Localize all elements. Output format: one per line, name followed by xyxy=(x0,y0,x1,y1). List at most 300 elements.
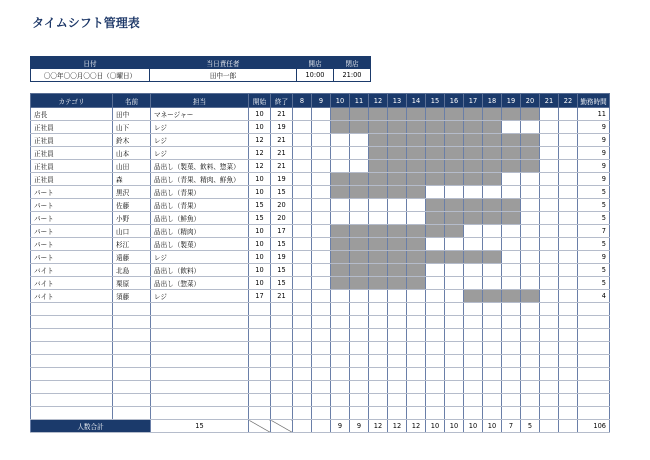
end-cell[interactable]: 21 xyxy=(271,290,293,303)
empty-cell[interactable] xyxy=(331,303,350,316)
hour-cell[interactable] xyxy=(559,186,578,199)
empty-cell[interactable] xyxy=(407,316,426,329)
start-cell[interactable]: 17 xyxy=(249,290,271,303)
hour-cell[interactable] xyxy=(369,173,388,186)
hour-cell[interactable] xyxy=(350,186,369,199)
hour-cell[interactable] xyxy=(331,251,350,264)
empty-cell[interactable] xyxy=(521,407,540,420)
empty-cell[interactable] xyxy=(559,303,578,316)
hour-cell[interactable] xyxy=(426,186,445,199)
hour-cell[interactable] xyxy=(521,121,540,134)
hour-cell[interactable] xyxy=(445,108,464,121)
hour-cell[interactable] xyxy=(483,264,502,277)
hour-cell[interactable] xyxy=(426,290,445,303)
hour-cell[interactable] xyxy=(426,251,445,264)
hour-cell[interactable] xyxy=(369,225,388,238)
role-cell[interactable]: 品出し（製菓） xyxy=(151,238,249,251)
hour-cell[interactable] xyxy=(369,134,388,147)
hour-cell[interactable] xyxy=(559,134,578,147)
hour-cell[interactable] xyxy=(540,264,559,277)
role-cell[interactable]: 品出し（精肉） xyxy=(151,225,249,238)
empty-cell[interactable] xyxy=(271,355,293,368)
empty-cell[interactable] xyxy=(249,316,271,329)
empty-cell[interactable] xyxy=(151,407,249,420)
hour-cell[interactable] xyxy=(521,186,540,199)
hour-cell[interactable] xyxy=(426,225,445,238)
empty-cell[interactable] xyxy=(312,381,331,394)
empty-cell[interactable] xyxy=(31,368,113,381)
hour-cell[interactable] xyxy=(559,147,578,160)
hour-cell[interactable] xyxy=(464,225,483,238)
empty-cell[interactable] xyxy=(464,368,483,381)
hour-cell[interactable] xyxy=(312,212,331,225)
hour-cell[interactable] xyxy=(312,225,331,238)
hour-cell[interactable] xyxy=(445,134,464,147)
hour-cell[interactable] xyxy=(407,173,426,186)
role-cell[interactable]: レジ xyxy=(151,251,249,264)
hour-cell[interactable] xyxy=(540,160,559,173)
role-cell[interactable]: 品出し（惣菜） xyxy=(151,277,249,290)
hour-cell[interactable] xyxy=(312,186,331,199)
empty-cell[interactable] xyxy=(350,316,369,329)
manager-value[interactable]: 田中一郎 xyxy=(150,69,297,82)
hour-cell[interactable] xyxy=(350,199,369,212)
hour-cell[interactable] xyxy=(312,108,331,121)
hour-cell[interactable] xyxy=(331,134,350,147)
empty-cell[interactable] xyxy=(293,329,312,342)
hour-cell[interactable] xyxy=(464,160,483,173)
empty-cell[interactable] xyxy=(521,381,540,394)
empty-cell[interactable] xyxy=(113,342,151,355)
hour-cell[interactable] xyxy=(502,212,521,225)
empty-cell[interactable] xyxy=(293,303,312,316)
empty-cell[interactable] xyxy=(350,303,369,316)
hour-cell[interactable] xyxy=(388,186,407,199)
end-cell[interactable]: 19 xyxy=(271,173,293,186)
hour-cell[interactable] xyxy=(331,160,350,173)
hour-cell[interactable] xyxy=(502,160,521,173)
name-cell[interactable]: 田中 xyxy=(113,108,151,121)
empty-cell[interactable] xyxy=(502,368,521,381)
empty-cell[interactable] xyxy=(426,303,445,316)
empty-cell[interactable] xyxy=(426,316,445,329)
empty-cell[interactable] xyxy=(445,355,464,368)
empty-cell[interactable] xyxy=(578,394,610,407)
empty-cell[interactable] xyxy=(113,394,151,407)
hour-cell[interactable] xyxy=(388,121,407,134)
name-cell[interactable]: 山下 xyxy=(113,121,151,134)
hour-cell[interactable] xyxy=(350,147,369,160)
name-cell[interactable]: 山口 xyxy=(113,225,151,238)
empty-cell[interactable] xyxy=(521,394,540,407)
hour-cell[interactable] xyxy=(483,225,502,238)
hour-cell[interactable] xyxy=(293,225,312,238)
hour-cell[interactable] xyxy=(445,264,464,277)
hour-cell[interactable] xyxy=(369,121,388,134)
empty-cell[interactable] xyxy=(445,303,464,316)
empty-cell[interactable] xyxy=(113,368,151,381)
empty-cell[interactable] xyxy=(249,303,271,316)
hour-cell[interactable] xyxy=(293,264,312,277)
category-cell[interactable]: パート xyxy=(31,199,113,212)
name-cell[interactable]: 佐藤 xyxy=(113,199,151,212)
hour-cell[interactable] xyxy=(521,264,540,277)
empty-cell[interactable] xyxy=(388,303,407,316)
hour-cell[interactable] xyxy=(331,199,350,212)
empty-cell[interactable] xyxy=(521,316,540,329)
end-cell[interactable]: 21 xyxy=(271,108,293,121)
hour-cell[interactable] xyxy=(540,277,559,290)
hour-cell[interactable] xyxy=(540,134,559,147)
role-cell[interactable]: 品出し（飲料） xyxy=(151,264,249,277)
hour-cell[interactable] xyxy=(293,108,312,121)
hour-cell[interactable] xyxy=(331,212,350,225)
hour-cell[interactable] xyxy=(293,212,312,225)
empty-cell[interactable] xyxy=(540,316,559,329)
empty-cell[interactable] xyxy=(369,303,388,316)
hour-cell[interactable] xyxy=(426,160,445,173)
empty-cell[interactable] xyxy=(312,355,331,368)
empty-cell[interactable] xyxy=(369,329,388,342)
empty-cell[interactable] xyxy=(388,329,407,342)
hour-cell[interactable] xyxy=(369,160,388,173)
hour-cell[interactable] xyxy=(312,238,331,251)
empty-cell[interactable] xyxy=(578,355,610,368)
empty-cell[interactable] xyxy=(312,329,331,342)
empty-cell[interactable] xyxy=(312,316,331,329)
empty-cell[interactable] xyxy=(388,407,407,420)
empty-cell[interactable] xyxy=(271,316,293,329)
hour-cell[interactable] xyxy=(407,225,426,238)
empty-cell[interactable] xyxy=(249,381,271,394)
category-cell[interactable]: 正社員 xyxy=(31,121,113,134)
empty-cell[interactable] xyxy=(426,394,445,407)
hour-cell[interactable] xyxy=(350,134,369,147)
empty-cell[interactable] xyxy=(407,368,426,381)
empty-cell[interactable] xyxy=(483,316,502,329)
empty-cell[interactable] xyxy=(502,394,521,407)
empty-cell[interactable] xyxy=(31,394,113,407)
hour-cell[interactable] xyxy=(350,212,369,225)
empty-cell[interactable] xyxy=(151,381,249,394)
role-cell[interactable]: レジ xyxy=(151,134,249,147)
empty-cell[interactable] xyxy=(350,407,369,420)
end-cell[interactable]: 20 xyxy=(271,212,293,225)
empty-cell[interactable] xyxy=(113,381,151,394)
empty-cell[interactable] xyxy=(578,303,610,316)
empty-cell[interactable] xyxy=(445,394,464,407)
hour-cell[interactable] xyxy=(350,173,369,186)
hour-cell[interactable] xyxy=(559,238,578,251)
empty-cell[interactable] xyxy=(249,407,271,420)
hour-cell[interactable] xyxy=(388,290,407,303)
end-cell[interactable]: 21 xyxy=(271,147,293,160)
hour-cell[interactable] xyxy=(502,108,521,121)
hour-cell[interactable] xyxy=(521,277,540,290)
empty-cell[interactable] xyxy=(331,329,350,342)
hour-cell[interactable] xyxy=(426,238,445,251)
hour-cell[interactable] xyxy=(426,108,445,121)
empty-cell[interactable] xyxy=(331,381,350,394)
hour-cell[interactable] xyxy=(445,173,464,186)
name-cell[interactable]: 栗原 xyxy=(113,277,151,290)
empty-cell[interactable] xyxy=(464,329,483,342)
end-cell[interactable]: 15 xyxy=(271,277,293,290)
hour-cell[interactable] xyxy=(312,199,331,212)
hour-cell[interactable] xyxy=(407,264,426,277)
name-cell[interactable]: 北島 xyxy=(113,264,151,277)
hour-cell[interactable] xyxy=(388,264,407,277)
hour-cell[interactable] xyxy=(540,108,559,121)
empty-cell[interactable] xyxy=(151,303,249,316)
empty-cell[interactable] xyxy=(559,316,578,329)
hour-cell[interactable] xyxy=(369,238,388,251)
hour-cell[interactable] xyxy=(559,264,578,277)
empty-cell[interactable] xyxy=(464,316,483,329)
empty-cell[interactable] xyxy=(426,407,445,420)
empty-cell[interactable] xyxy=(151,355,249,368)
hour-cell[interactable] xyxy=(483,121,502,134)
hour-cell[interactable] xyxy=(540,290,559,303)
empty-cell[interactable] xyxy=(331,355,350,368)
hour-cell[interactable] xyxy=(502,147,521,160)
empty-cell[interactable] xyxy=(271,303,293,316)
hour-cell[interactable] xyxy=(388,277,407,290)
empty-cell[interactable] xyxy=(540,407,559,420)
hour-cell[interactable] xyxy=(502,251,521,264)
category-cell[interactable]: バイト xyxy=(31,290,113,303)
hour-cell[interactable] xyxy=(312,160,331,173)
hour-cell[interactable] xyxy=(483,251,502,264)
hour-cell[interactable] xyxy=(540,199,559,212)
empty-cell[interactable] xyxy=(350,342,369,355)
start-cell[interactable]: 10 xyxy=(249,186,271,199)
end-cell[interactable]: 15 xyxy=(271,264,293,277)
hour-cell[interactable] xyxy=(559,225,578,238)
hour-cell[interactable] xyxy=(445,251,464,264)
hour-cell[interactable] xyxy=(388,225,407,238)
hour-cell[interactable] xyxy=(407,134,426,147)
category-cell[interactable]: 正社員 xyxy=(31,147,113,160)
empty-cell[interactable] xyxy=(540,368,559,381)
hour-cell[interactable] xyxy=(331,290,350,303)
hour-cell[interactable] xyxy=(350,121,369,134)
hour-cell[interactable] xyxy=(312,290,331,303)
end-cell[interactable]: 15 xyxy=(271,238,293,251)
hour-cell[interactable] xyxy=(426,121,445,134)
hour-cell[interactable] xyxy=(464,108,483,121)
empty-cell[interactable] xyxy=(521,329,540,342)
empty-cell[interactable] xyxy=(483,329,502,342)
empty-cell[interactable] xyxy=(249,342,271,355)
category-cell[interactable]: パート xyxy=(31,212,113,225)
hour-cell[interactable] xyxy=(312,121,331,134)
name-cell[interactable]: 山田 xyxy=(113,160,151,173)
hour-cell[interactable] xyxy=(559,121,578,134)
hour-cell[interactable] xyxy=(521,251,540,264)
empty-cell[interactable] xyxy=(369,342,388,355)
empty-cell[interactable] xyxy=(151,394,249,407)
empty-cell[interactable] xyxy=(388,394,407,407)
empty-cell[interactable] xyxy=(151,368,249,381)
start-cell[interactable]: 10 xyxy=(249,108,271,121)
hour-cell[interactable] xyxy=(388,134,407,147)
empty-cell[interactable] xyxy=(464,381,483,394)
hour-cell[interactable] xyxy=(464,277,483,290)
hour-cell[interactable] xyxy=(369,199,388,212)
empty-cell[interactable] xyxy=(331,316,350,329)
empty-cell[interactable] xyxy=(271,342,293,355)
hour-cell[interactable] xyxy=(331,225,350,238)
hour-cell[interactable] xyxy=(350,277,369,290)
hour-cell[interactable] xyxy=(464,290,483,303)
empty-cell[interactable] xyxy=(271,381,293,394)
hour-cell[interactable] xyxy=(293,134,312,147)
empty-cell[interactable] xyxy=(407,394,426,407)
empty-cell[interactable] xyxy=(31,342,113,355)
hour-cell[interactable] xyxy=(464,134,483,147)
hour-cell[interactable] xyxy=(540,225,559,238)
empty-cell[interactable] xyxy=(293,394,312,407)
hour-cell[interactable] xyxy=(559,290,578,303)
empty-cell[interactable] xyxy=(426,329,445,342)
empty-cell[interactable] xyxy=(388,368,407,381)
name-cell[interactable]: 小野 xyxy=(113,212,151,225)
empty-cell[interactable] xyxy=(578,368,610,381)
start-cell[interactable]: 10 xyxy=(249,251,271,264)
hour-cell[interactable] xyxy=(388,251,407,264)
hour-cell[interactable] xyxy=(502,186,521,199)
category-cell[interactable]: パート xyxy=(31,186,113,199)
role-cell[interactable]: 品出し（鮮魚） xyxy=(151,212,249,225)
empty-cell[interactable] xyxy=(369,394,388,407)
empty-cell[interactable] xyxy=(31,316,113,329)
hour-cell[interactable] xyxy=(350,108,369,121)
hour-cell[interactable] xyxy=(559,212,578,225)
name-cell[interactable]: 遠藤 xyxy=(113,251,151,264)
empty-cell[interactable] xyxy=(31,303,113,316)
empty-cell[interactable] xyxy=(407,342,426,355)
hour-cell[interactable] xyxy=(331,277,350,290)
empty-cell[interactable] xyxy=(407,407,426,420)
hour-cell[interactable] xyxy=(483,199,502,212)
close-value[interactable]: 21:00 xyxy=(334,69,371,82)
hour-cell[interactable] xyxy=(464,186,483,199)
hour-cell[interactable] xyxy=(369,251,388,264)
hour-cell[interactable] xyxy=(426,264,445,277)
hour-cell[interactable] xyxy=(331,264,350,277)
hour-cell[interactable] xyxy=(407,212,426,225)
hour-cell[interactable] xyxy=(445,160,464,173)
hour-cell[interactable] xyxy=(407,290,426,303)
hour-cell[interactable] xyxy=(540,251,559,264)
empty-cell[interactable] xyxy=(369,355,388,368)
empty-cell[interactable] xyxy=(312,342,331,355)
hour-cell[interactable] xyxy=(312,251,331,264)
date-value[interactable]: 〇〇年〇〇月〇〇日（〇曜日） xyxy=(31,69,150,82)
empty-cell[interactable] xyxy=(331,394,350,407)
empty-cell[interactable] xyxy=(483,355,502,368)
hour-cell[interactable] xyxy=(483,212,502,225)
hour-cell[interactable] xyxy=(293,147,312,160)
empty-cell[interactable] xyxy=(312,303,331,316)
empty-cell[interactable] xyxy=(502,303,521,316)
hour-cell[interactable] xyxy=(521,160,540,173)
empty-cell[interactable] xyxy=(151,329,249,342)
empty-cell[interactable] xyxy=(559,329,578,342)
hour-cell[interactable] xyxy=(559,173,578,186)
hour-cell[interactable] xyxy=(521,199,540,212)
empty-cell[interactable] xyxy=(249,368,271,381)
empty-cell[interactable] xyxy=(483,407,502,420)
empty-cell[interactable] xyxy=(249,329,271,342)
hour-cell[interactable] xyxy=(369,147,388,160)
hour-cell[interactable] xyxy=(331,186,350,199)
hour-cell[interactable] xyxy=(559,277,578,290)
hour-cell[interactable] xyxy=(483,134,502,147)
hour-cell[interactable] xyxy=(502,199,521,212)
empty-cell[interactable] xyxy=(312,368,331,381)
start-cell[interactable]: 10 xyxy=(249,238,271,251)
empty-cell[interactable] xyxy=(578,329,610,342)
hour-cell[interactable] xyxy=(426,199,445,212)
empty-cell[interactable] xyxy=(578,381,610,394)
empty-cell[interactable] xyxy=(369,407,388,420)
empty-cell[interactable] xyxy=(350,394,369,407)
hour-cell[interactable] xyxy=(483,147,502,160)
empty-cell[interactable] xyxy=(559,407,578,420)
hour-cell[interactable] xyxy=(464,238,483,251)
category-cell[interactable]: 店長 xyxy=(31,108,113,121)
empty-cell[interactable] xyxy=(369,381,388,394)
empty-cell[interactable] xyxy=(350,381,369,394)
open-value[interactable]: 10:00 xyxy=(297,69,334,82)
category-cell[interactable]: バイト xyxy=(31,264,113,277)
hour-cell[interactable] xyxy=(483,277,502,290)
hour-cell[interactable] xyxy=(388,212,407,225)
start-cell[interactable]: 12 xyxy=(249,147,271,160)
hour-cell[interactable] xyxy=(293,238,312,251)
empty-cell[interactable] xyxy=(559,394,578,407)
empty-cell[interactable] xyxy=(151,316,249,329)
empty-cell[interactable] xyxy=(540,303,559,316)
hour-cell[interactable] xyxy=(540,186,559,199)
empty-cell[interactable] xyxy=(521,342,540,355)
empty-cell[interactable] xyxy=(407,381,426,394)
hour-cell[interactable] xyxy=(369,264,388,277)
hour-cell[interactable] xyxy=(483,108,502,121)
end-cell[interactable]: 20 xyxy=(271,199,293,212)
hour-cell[interactable] xyxy=(502,173,521,186)
name-cell[interactable]: 鈴木 xyxy=(113,134,151,147)
start-cell[interactable]: 10 xyxy=(249,264,271,277)
hour-cell[interactable] xyxy=(445,147,464,160)
empty-cell[interactable] xyxy=(483,368,502,381)
empty-cell[interactable] xyxy=(464,355,483,368)
category-cell[interactable]: 正社員 xyxy=(31,160,113,173)
hour-cell[interactable] xyxy=(445,186,464,199)
empty-cell[interactable] xyxy=(151,342,249,355)
empty-cell[interactable] xyxy=(350,329,369,342)
empty-cell[interactable] xyxy=(407,329,426,342)
hour-cell[interactable] xyxy=(293,186,312,199)
empty-cell[interactable] xyxy=(578,342,610,355)
empty-cell[interactable] xyxy=(293,342,312,355)
empty-cell[interactable] xyxy=(249,355,271,368)
empty-cell[interactable] xyxy=(350,368,369,381)
hour-cell[interactable] xyxy=(521,108,540,121)
hour-cell[interactable] xyxy=(312,147,331,160)
